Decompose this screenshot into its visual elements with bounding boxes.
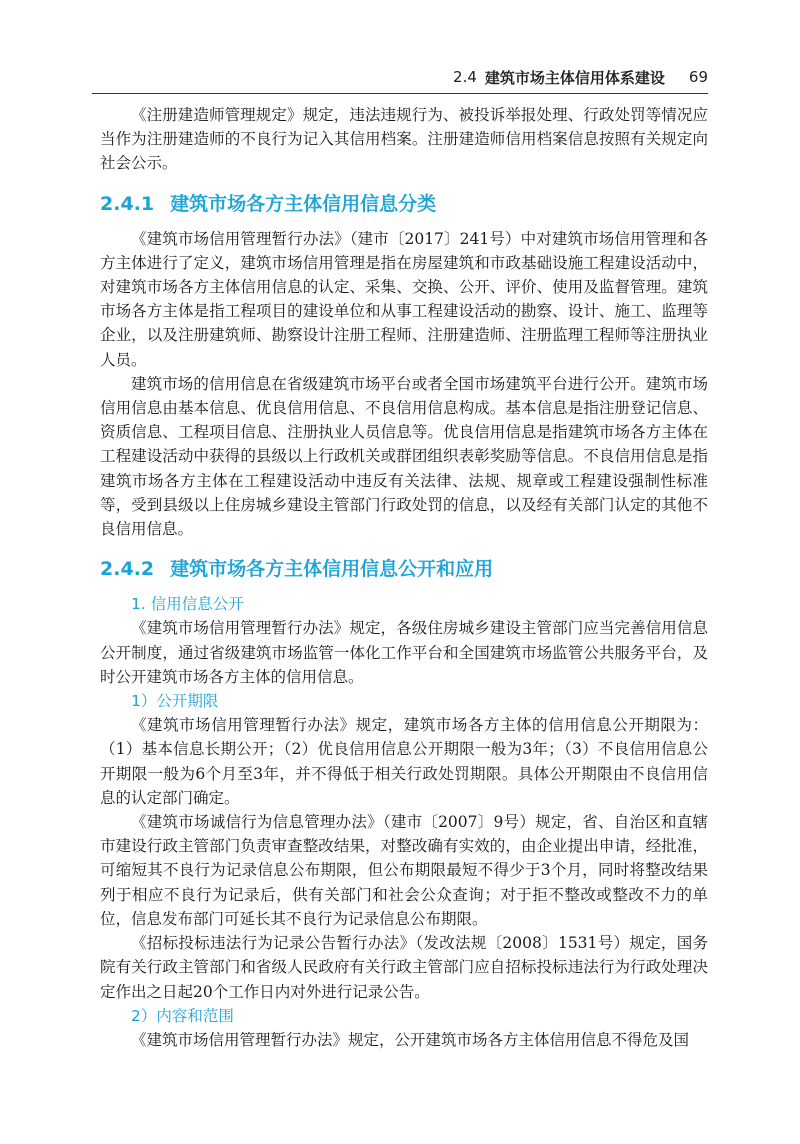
paragraph: 《建筑市场信用管理暂行办法》规定，建筑市场各方主体的信用信息公开期限为：（1）基本信息长期公开；（2）优良信用信息公开期限一般为3年；（3）不良信用信息公开期限一般为6个月至3年，并不得低于相关行政处罚期限。具体公开期限由不良信用信息的认定部门确定。: [100, 716, 708, 807]
subsection-heading-credit-disclosure: 1. 信用信息公开: [131, 595, 244, 614]
paragraph: 《招标投标违法行为记录公告暂行办法》（发改法规〔2008〕1531号）规定，国务院有关行政主管部门和省级人民政府有关行政主管部门应自招标投标违法行为行政处理决定作出之日起20个工作日内对外进行记录公告。: [100, 934, 708, 1001]
paragraph: 《建筑市场信用管理暂行办法》规定，公开建筑市场各方主体信用信息不得危及国: [131, 1030, 690, 1049]
subsection-heading-disclosure-period: 1）公开期限: [131, 692, 219, 711]
section-title: 建筑市场各方主体信用信息公开和应用: [170, 558, 494, 581]
subsection-heading-content-scope: 2）内容和范围: [131, 1006, 234, 1025]
header-section-title: 建筑市场主体信用体系建设: [484, 68, 665, 87]
header-rule: [92, 93, 708, 94]
section-heading-2-4-2: [100, 556, 708, 582]
paragraph: 《建筑市场信用管理暂行办法》（建市〔2017〕241号）中对建筑市场信用管理和各方主体进行了定义，建筑市场信用管理是指在房屋建筑和市政基础设施工程建设活动中，对建筑市场各方主体信用信息的认定、采集、交换、公开、评价、使用及监督管理。建筑市场各方主体是指工程项目的建设单位和从事工程建设活动的勘察、设计、施工、监理等企业，以及注册建筑师、勘察设计注册工程师、注册建造师、注册监理工程师等注册执业人员。: [100, 229, 708, 369]
section-number: 2.4.2: [100, 558, 155, 581]
page-number: 69: [688, 68, 708, 86]
paragraph: 《建筑市场诚信行为信息管理办法》（建市〔2007〕9号）规定，省、自治区和直辖市建设行政主管部门负责审查整改结果，对整改确有实效的，由企业提出申请，经批准，可缩短其不良行为记录信息公布期限，但公布期限最短不得少于3个月，同时将整改结果列于相应不良行为记录后，供有关部门和社会公众查询；对于拒不整改或整改不力的单位，信息发布部门可延长其不良行为记录信息公布期限。: [100, 813, 708, 928]
section-title: 建筑市场各方主体信用信息分类: [170, 192, 437, 215]
running-header: [92, 62, 708, 92]
paragraph: 建筑市场的信用信息在省级建筑市场平台或者全国市场建筑平台进行公开。建筑市场信用信息由基本信息、优良信用信息、不良信用信息构成。基本信息是指注册登记信息、资质信息、工程项目信息、注册执业人员信息等。优良信用信息是指建筑市场各方主体在工程建设活动中获得的县级以上行政机关或群团组织表彰奖励等信息。不良信用信息是指建筑市场各方主体在工程建设活动中违反有关法律、法规、规章或工程建设强制性标准等，受到县级以上住房城乡建设主管部门行政处罚的信息，以及经有关部门认定的其他不良信用信息。: [100, 374, 708, 539]
paragraph: 《注册建造师管理规定》规定，违法违规行为、被投诉举报处理、行政处罚等情况应当作为注册建造师的不良行为记入其信用档案。注册建造师信用档案信息按照有关规定向社会公示。: [100, 106, 708, 173]
header-section-number: 2.4: [453, 68, 477, 86]
page-body: [100, 103, 708, 1052]
section-heading-2-4-1: [100, 191, 708, 217]
paragraph: 《建筑市场信用管理暂行办法》规定，各级住房城乡建设主管部门应当完善信用信息公开制度，通过省级建筑市场监管一体化工作平台和全国建筑市场监管公共服务平台，及时公开建筑市场各方主体的信用信息。: [100, 619, 708, 686]
section-number: 2.4.1: [100, 192, 155, 215]
